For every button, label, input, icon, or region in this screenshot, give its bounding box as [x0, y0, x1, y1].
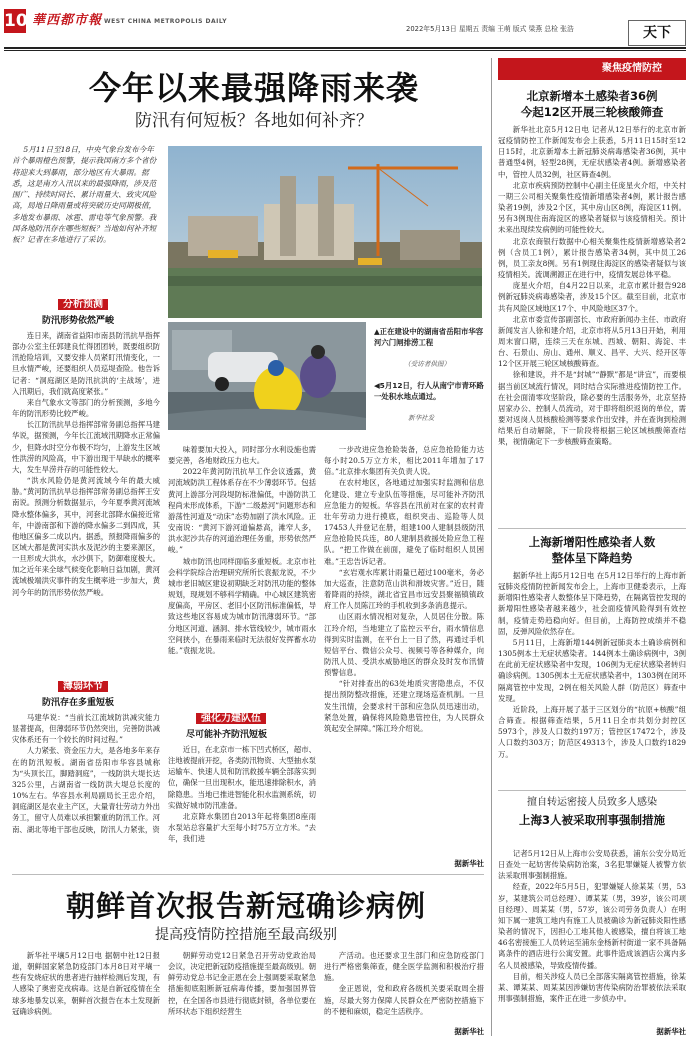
paragraph: 朝鲜劳动党12日紧急召开劳动党政治局会议，决定把新冠防疫措施提至最高级别。朝鲜劳动党总书记金正恩在会上强调要采取紧急措施彻底阻断新冠病毒传播，要加强国界管控，在全国各市县进行彻底封锁，各单位要在所环状态下组织经营生	[168, 951, 316, 1016]
paragraph: 北京降水集团自2013年起将集团8座雨水泵站总容量扩大至每小时75万立方米。“去年，我们进	[168, 811, 316, 844]
column-2-body	[168, 444, 316, 706]
issue-meta: 2022年5月13日 星期五 责编 王萌 版式 梁燕 总检 张浩	[406, 25, 574, 33]
column-1-body	[12, 330, 160, 672]
paragraph: 近阶段，上海开展了基于三区划分的“抗原+核酸”组合筛查。根据筛查结果，5月11日全市共划分封控区5973个，涉及人口数约197万；管控区17472个，涉及人口数约303万；防范区49313个，涉及人口数约1829万。	[498, 704, 686, 759]
team-subhead: 尽可能补齐防汛短板	[186, 730, 268, 740]
brand-english: WEST CHINA METROPOLIS DAILY	[104, 18, 228, 25]
story1-title-line1: 北京新增本土感染者36例	[526, 89, 658, 103]
bottom-headline: 朝鲜首次报告新冠确诊病例	[65, 889, 426, 923]
rain-photo-graphic	[168, 322, 366, 430]
bottom-byline: 据新华社	[454, 1027, 484, 1036]
paragraph: “洪水风险仍是黄河流域今年的最大威胁。”黄河防汛抗旱总指挥部常务副总指挥王安南说。预测分析数据显示，今年夏季黄河流域降水整体偏多，其中，河套北部降水偏接近常年，中游南部和下游的降水偏多二到四成，其他地区偏多二成以内。据悉，预报降雨偏多的区域大都是黄河实洪水及泥沙的主要来源区，一旦形成大洪水，水沙俱下，防御难度极大。加之近年来全球气候变化影响日益加剧，黄河流域极端洪灾事件的发生概率进一步加大，黄河今年的防汛形势依然严峻。	[12, 476, 160, 597]
paragraph: 人力紧张、资金压力大，是各地多年来存在的防汛短板。湖南省岳阳市华容县城称为“头顶长江，脚踏洞庭”，一线防洪大堤长达325公里，占湖南省一线防洪大堤总长度的10%左右。华容县水利局副局长王忠介绍，洞庭湖区是农业主产区，大量青壮劳动力外出务工，留守人员难以承担繁重的防汛工作。河南、湖北等地干部也反映，防汛人力紧张，资	[12, 746, 160, 834]
paragraph: 马建华说：“当前长江流域防洪减灾能力显著提高，但薄弱环节仍然突出，完善防洪减灾体系还有一个较长的时间过程。”	[12, 713, 160, 745]
analysis-label: 分析预测	[58, 299, 108, 310]
story2-title-line1: 上海新增阳性感染者人数	[528, 535, 656, 549]
section-label-analysis	[58, 298, 108, 312]
paragraph: 5月11日，上海新增144例新冠肺炎本土确诊病例和1305例本土无症状感染者。144例本土确诊病例中，3例在此前无症状感染者中发现，106例为无症状感染者转归确诊病例。1305例本土无症状感染者中，1303例在闭环隔离管控中发现，2例在相关风险人群（防范区）筛查中发现。	[498, 637, 686, 703]
story3-body	[498, 848, 686, 1024]
caption-construction-source: （受访者供图）	[404, 360, 451, 368]
paragraph: 徐和建说，并不是“封城”“静默”都是“讲宜”，而要根据当前区域流行情况，同时结合实际推进疫情防控工作。在社会面清零攻坚阶段，除必要的生活服务外，北京坚持居家办公、控制人员流动，对于即将组织返岗的单位，需要对返岗人员核酸检测等要求作出安排，并在查询到检测结果后自动解除，下一阶段将根据三轮区域核酸筛查结果，视情确定下一步核酸筛查策略。	[498, 370, 686, 447]
paragraph: 城市防汛也同样面临多重短板。北京市社会科学院综合治理研究所所长袁振龙说，不少城市老旧城区建设初期缺乏对防汛功能的整体规划，现规划不够科学精确。中心城区建筑密度偏高，平房区、老旧小区防汛标准偏低，导致这些地区容易成为城市防汛薄弱环节。“部分地区河道、涵洞、排水管线较少，城市雨水空间狭小，在暴雨来临时无法很好发挥蓄水功能。”袁振龙说。	[168, 556, 316, 655]
column-2b-body	[168, 744, 316, 872]
column-1b-body	[12, 712, 160, 872]
paragraph: 北京农商银行数据中心相关聚集性疫情新增感染者2例（含员工1例），累计报告感染者34例，其中员工26例，员工亲友8例。另有1例现住海淀区的感染者疑似与该疫情相关。流调溯源正在进行中，疫情发展总体平稳。	[498, 236, 686, 280]
brand-logo: 華西都市報	[32, 13, 103, 28]
paragraph: 山区雨水情况相对复杂，人员居住分散。陈江玲介绍，当地建立了监控云平台，雨水情信息得到实时监测，在平台上一目了然，再通过手机短信平台、微信公众号、视频号等各种媒介，向防汛人员、受洪水威胁地区的群众及时发布汛情预警信息。	[324, 612, 484, 678]
masthead	[0, 0, 690, 44]
paragraph: 经查，2022年5月5日，犯罪嫌疑人徐某某（男，53岁，某建筑公司总经理）、谭某某（男，39岁，该公司项目经理）、周某某（男，57岁，该公司劳务负责人）在明知下属一建筑工地内有施工人员被确诊为新冠肺炎阳性感染者的情况下，因担心工地其他人被感染，擅自将该工地46名密接施工人员转运至浦东金杨新村街道一家不具备隔离条件的酒店进行公寓安置。此事件造成该酒店公寓内多名人员被感染，导致疫情传播。	[498, 882, 686, 970]
paragraph: 来自气象水文等部门的分析预测，多地今年的防汛形势比较严峻。	[12, 397, 160, 419]
caption-rain-source: 新华社发	[408, 414, 435, 422]
section-tag: 天下	[628, 20, 686, 46]
team-label: 强化力建队伍	[196, 713, 266, 724]
caption-construction: ▲正在建设中的湖南省岳阳市华容河六门闸排涝工程	[374, 327, 484, 347]
photo-construction-site	[168, 146, 482, 318]
lead-subhead: 防汛有何短板？各地如何补齐？	[135, 111, 373, 131]
paragraph: 新华社北京5月12日电 记者从12日举行的北京市新冠疫情防控工作新闻发布会上获悉，5月11日15时至12日15时，北京新增本土新冠肺炎病毒感染者36例，其中普通型4例，轻型28例，无症状感染者4例。新增感染者中，管控人员32例，社区筛查4例。	[498, 125, 686, 179]
page-number: 10	[4, 11, 28, 31]
top-rule-thin	[4, 50, 686, 51]
lead-byline: 据新华社	[454, 859, 484, 868]
divider	[498, 528, 686, 529]
paragraph: 新华社平壤5月12日电 据朝中社12日报道，朝鲜国家紧急防疫部门本月8日对平壤一些有发烧症状的患者进行抽样检测后发现，有人感染了奥密克戎病毒。这是自新冠疫情在全球多地暴发以来，朝鲜首次报告在本土发现新冠确诊病例。	[12, 951, 160, 1016]
right-section-header: 聚焦疫情防控	[498, 58, 686, 80]
paragraph: 记者5月12日从上海市公安局获悉，浦东公安分局近日查处一起妨害传染病防治案，3名犯罪嫌疑人被警方依法采取刑事强制措施。	[498, 849, 686, 881]
paragraph: 在农村地区，各地通过加强实时监测和信息化建设、建立专业队伍等措施，尽可能补齐防汛应急能力的短板。华容县在汛前对在家的农村青壮年劳动力进行摸底，组织突击、巡险等人员17453人并登记在册，组建100人建制县级防汛应急抢险民兵连，80人建制县救援处险应急工程队。“把工作做在前面，避免了临时组织人员困难。”王忠告诉记者。	[324, 478, 484, 566]
divider	[498, 790, 686, 791]
paragraph: 据新华社上海5月12日电 在5月12日举行的上海市新冠肺炎疫情防控新闻发布会上，上海市卫健委表示，上海新增阳性感染者人数整体呈下降趋势，在隔离管控发现的新增阳性感染者越来越少，社会面疫情风险得到有效控制，疫情走势趋稳向好。但目前，上海防控成绩并不稳固，反弹风险依然存在。	[498, 571, 686, 636]
weak-label: 薄弱环节	[58, 681, 108, 692]
paragraph: 味着要加大投入，同时部分水利设施也需要完善，各地财政压力也大。	[168, 445, 316, 466]
paragraph: 近日，在北京市一栋下凹式桥区，超市、注地被提前开挖，各类防汛物资、大型抽水泵运输车、快速人员和防汛救援车辆全部落实到位，确保一旦出现积水，能迅速排除积水，消除隐患。当地已推进智能化积水监测系统，切实做好城市防汛准备。	[168, 745, 316, 810]
paragraph: 金正恩说，党和政府各级机关要采取周全措施，尽最大努力保障人民群众在严密防控措施下的不便和麻烦，稳定生活秩序。	[324, 984, 484, 1016]
paragraph: “玄岩观水库累计雨量已超过100毫米，务必加大巡查，注意防范山洪和滑坡灾害。”近日，随着降雨的持续，湖北省宜昌市远安县聚福镇镇政府工作人员陈江玲的手机收到多条消息提示。	[324, 567, 484, 611]
construction-photo-graphic	[168, 146, 482, 318]
divider	[12, 874, 484, 875]
paragraph: 北京市疾病预防控制中心副主任庞星火介绍，中关村一期三公司相关聚集性疫情新增感染者4例，累计报告感染者19例，涉及2个区，其中房山区8例，海淀区11例。另有3例现住南海淀区的感染者疑似与该疫情相关。预计未来出现续发病例的可能性较大。	[498, 180, 686, 235]
column-3-body	[324, 444, 484, 856]
bottom-subhead: 提高疫情防控措施至最高级别	[155, 927, 337, 943]
paragraph: 长江防汛抗旱总指挥部常务副总指挥马建华说，据预测，今年长江流域汛期降水正常偏少，但降水时空分布极不均匀，上游发生区域性洪涝的风险高，中下游出现干旱缺水的概率大，发生旱涝并存的可能性较大。	[12, 420, 160, 474]
column-divider	[491, 58, 492, 1036]
lead-headline: 今年以来最强降雨来袭	[88, 69, 419, 107]
paragraph: “针对排查出的63处地质灾害隐患点，不仅提出预防整改措施，还建立现场巡查机制。一旦发生汛情，会要求村干部和应急队员迅速出动，紧急处置，确保将风险隐患管控住，为人民群众筑起安全屏障。”陈江玲介绍说。	[324, 679, 484, 733]
story2-title-line2: 整体呈下降趋势	[551, 551, 633, 565]
section-label-weak	[58, 680, 108, 694]
top-rule	[4, 47, 686, 49]
paragraph: 2022年黄河防汛抗旱工作会议透露，黄河流域防洪工程体系存在不少薄弱环节。包括黄河上游部分河段堤防标准偏低，中游防洪工程尚未形成体系，下游“二级悬河”问题形态和游荡性河道及“动床”态势加剧了洪水风险。正安南说：“黄河下游河道偏悬高，滩窄人多，洪水泥沙共存的河道治理任务重，形势依然严峻。”	[168, 467, 316, 555]
section-label-team	[196, 712, 266, 726]
paragraph: 目前，相关涉疫人员已全部落实隔离管控措施，徐某某、谭某某、周某某因涉嫌妨害传染病防治罪被依法采取刑事强制措施，案件正在进一步侦办中。	[498, 971, 686, 1004]
story1-title-line2: 今起12区开展三轮核酸筛查	[520, 105, 664, 119]
story1-body	[498, 124, 686, 522]
paragraph: 连日来，湖南省益阳市南县防汛抗旱指挥部办公室主任郭建良忙得团团转，既要组织防汛抢险培训，又要安排人员紧盯汛情变化，一旦水情严峻，还要组织人员巡堤查险。他告诉记者：“洞庭湖区是防汛抗洪的‘主战场’，进入汛期后，我们就高度紧张。”	[12, 331, 160, 396]
story2-body	[498, 570, 686, 786]
weak-subhead: 防汛存在多重短板	[42, 698, 115, 708]
story3-title-line1: 擅自转运密接人员致多人感染	[527, 797, 657, 808]
paragraph: 北京市委宣传部副部长、市政府新闻办主任、市政府新闻发言人徐和建介绍，北京市将从5月13日开始，利用周末窗口期，连续三天在东城、西城、朝阳、海淀、丰台、石景山、房山、通州、顺义、昌平、大兴、经开区等12个区开展三轮区域核酸筛查。	[498, 314, 686, 369]
story3-title-line2: 上海3人被采取刑事强制措施	[518, 813, 665, 827]
story3-byline: 据新华社	[656, 1027, 686, 1036]
bottom-column-1	[12, 950, 160, 1040]
paragraph: 产活动。也还要求卫生部门和应急防疫部门进行严格密集筛查，健全医学监测和积极治疗措施。	[324, 951, 484, 983]
analysis-subhead: 防汛形势依然严峻	[42, 316, 115, 326]
caption-rain: ◀5月12日，行人从南宁市青环路一处积水地点通过。	[374, 381, 484, 401]
paragraph: 庞星火介绍，自4月22日以来，北京市累计报告928例新冠肺炎病毒感染者，涉及15个区。截至目前，北京市共有风险区域地区17个、中风险地区37个。	[498, 281, 686, 313]
lead-intro: 5月11日至18日，中央气象台发布今年首个暴雨橙色预警，提示我国南方多个省份将迎来大到暴雨，部分地区有大暴雨。据悉，这是南方入汛以来的最强降雨，涉及范围广、持续时间长、累计雨量大、致灾风险高，局地日降雨量或将突破历史同期极值，多地发布暴雨、冰雹、雷电等气象预警。我国各地防汛存在哪些短板？当地如何补齐短板？记者在多地进行了采访。	[12, 145, 157, 245]
photo-rain-street	[168, 322, 366, 430]
bottom-column-3	[324, 950, 484, 1024]
bottom-column-2	[168, 950, 316, 1040]
paragraph: 一步改进应急抢险装备，总应急抢险能力达每小时20.5万立方米，相比2011年增加了17倍。”北京排水集团有关负责人说。	[324, 445, 484, 477]
